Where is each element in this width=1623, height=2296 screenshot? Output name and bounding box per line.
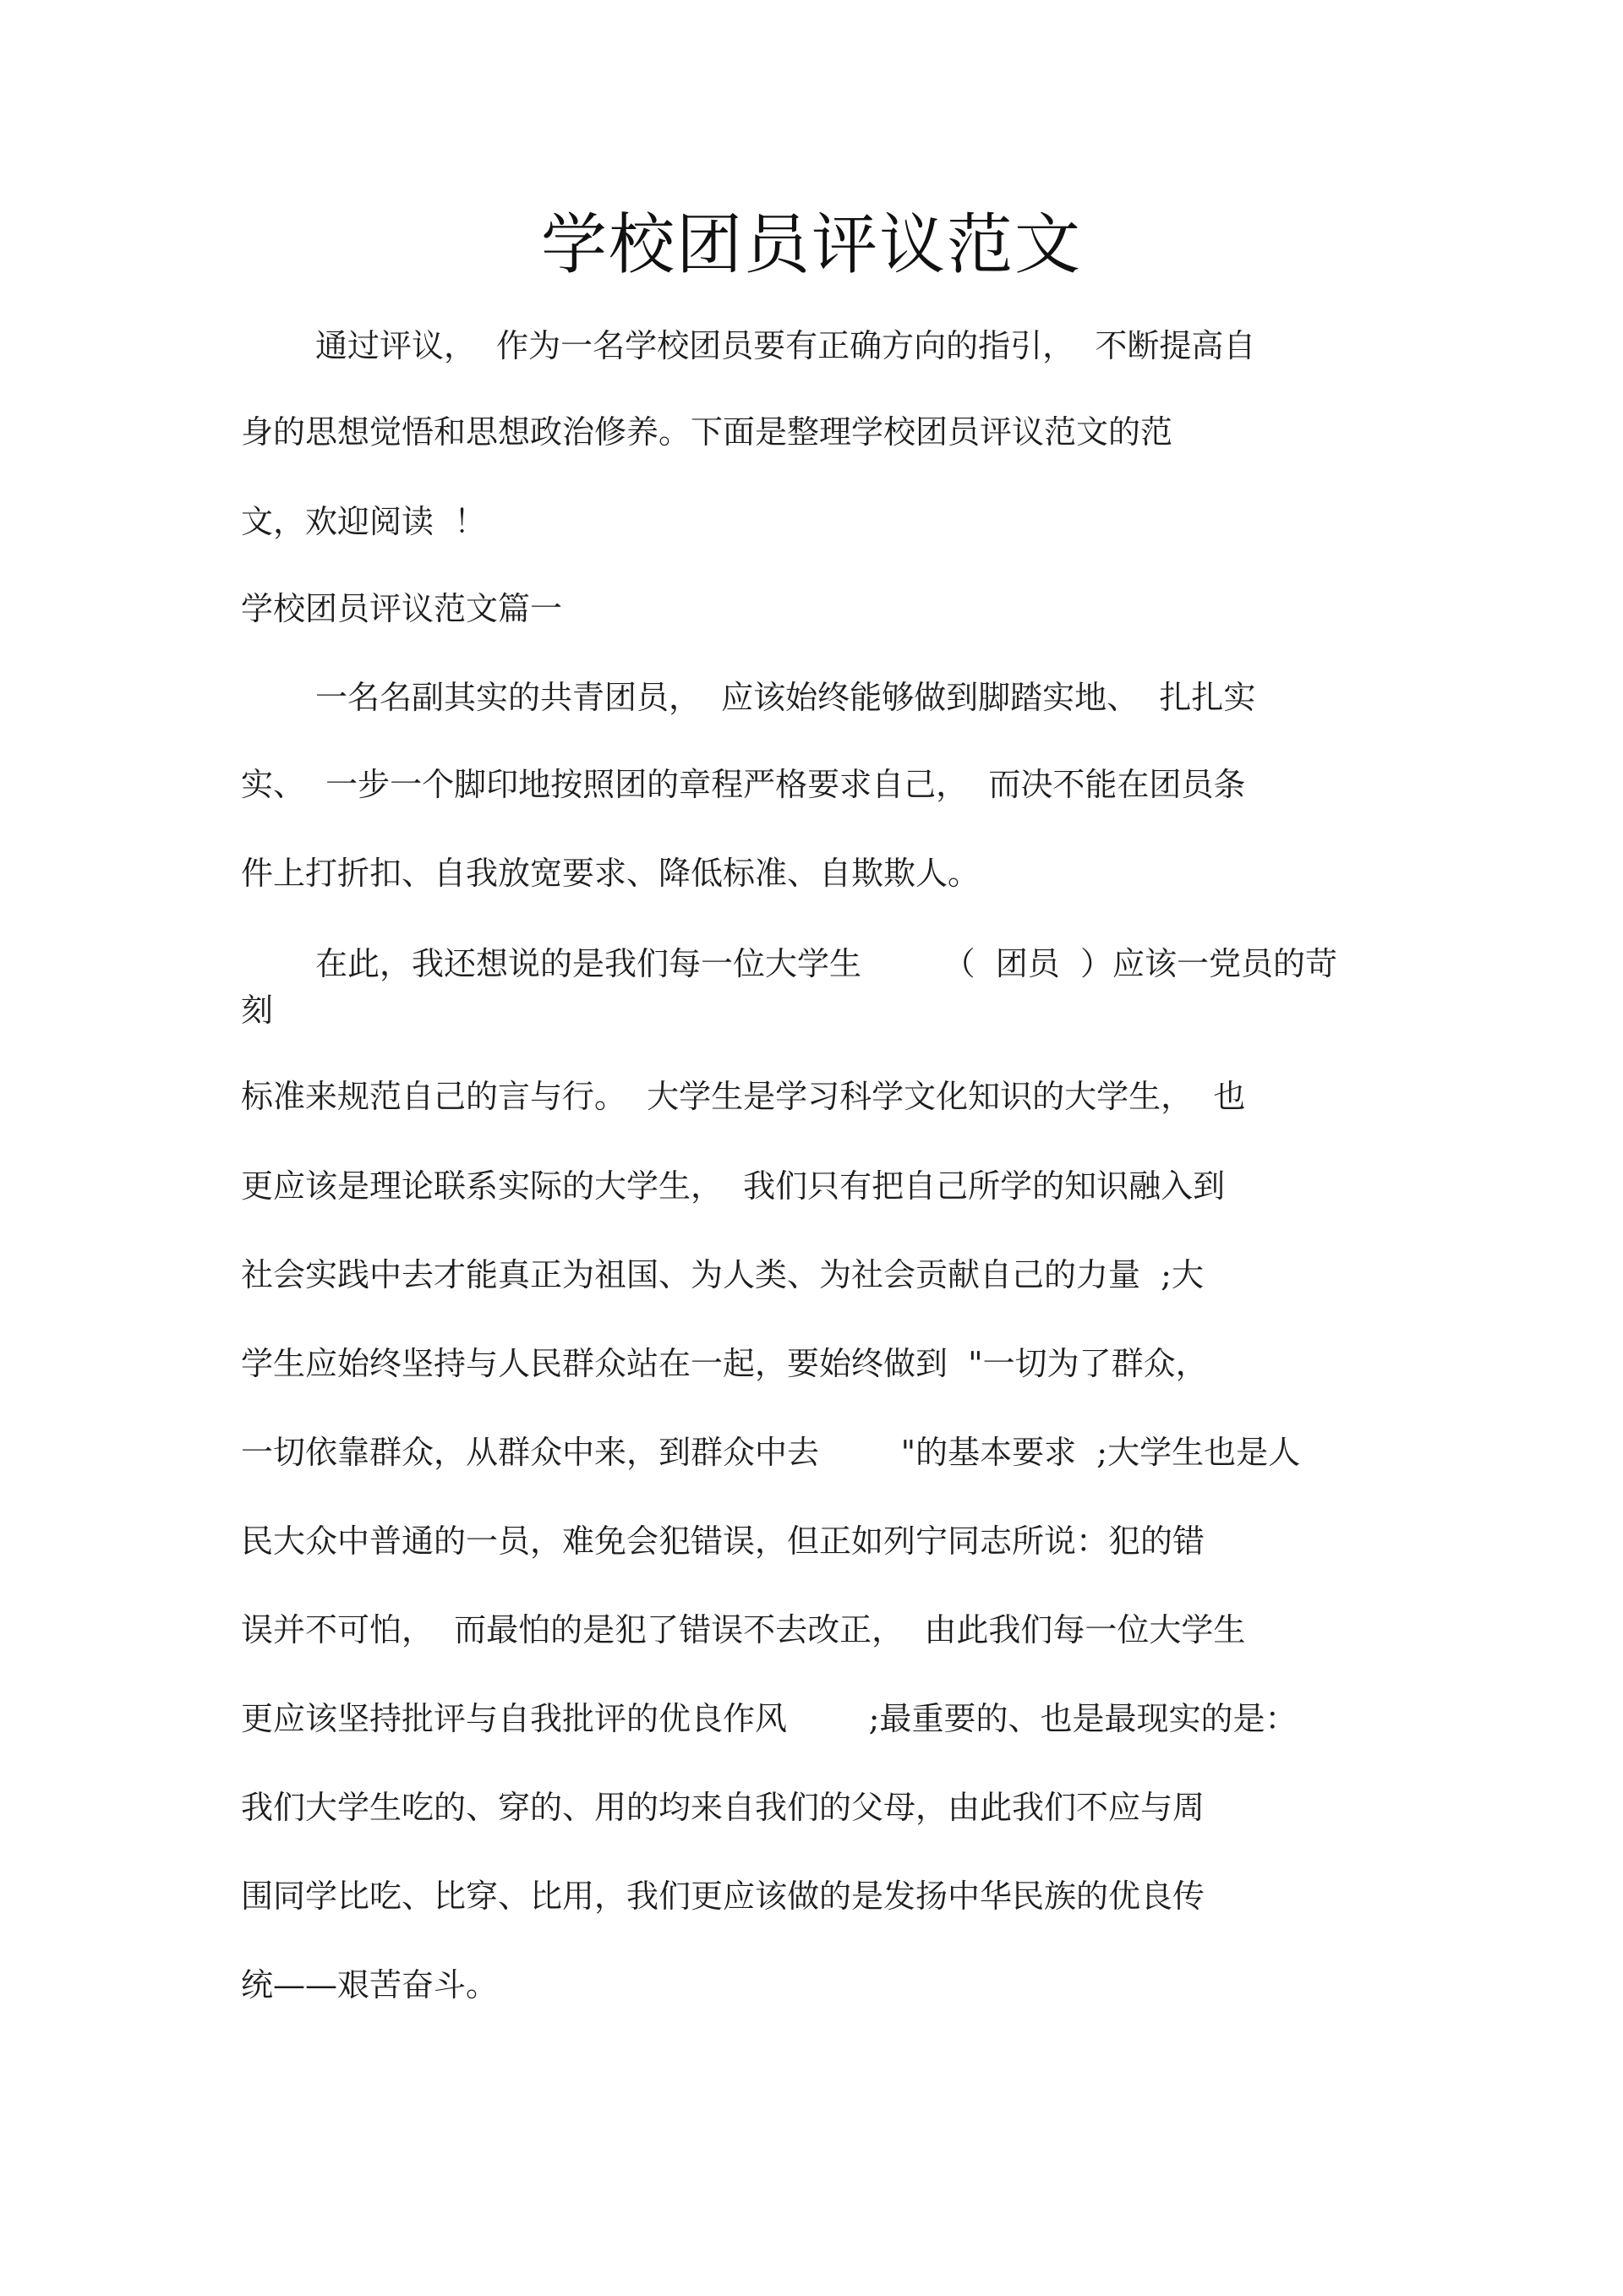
paragraph-line: 社会实践中去才能真正为祖国、为人类、为社会贡献自己的力量 ;大 xyxy=(241,1256,1204,1293)
paragraph-line: 更应该是理论联系实际的大学生， 我们只有把自己所学的知识融入到 xyxy=(241,1167,1226,1205)
paragraph-line: 更应该坚持批评与自我批评的优良作风 ;最重要的、也是最现实的是： xyxy=(241,1700,1298,1737)
paragraph-line: 统——艰苦奋斗。 xyxy=(241,1966,499,2004)
paragraph-line: 件上打折扣、自我放宽要求、降低标准、自欺欺人。 xyxy=(241,855,981,892)
paragraph-line: 一名名副其实的共青团员， 应该始终能够做到脚踏实地、 扎扎实 xyxy=(315,679,1256,716)
paragraph-line: 民大众中普通的一员，难免会犯错误，但正如列宁同志所说：犯的错 xyxy=(241,1522,1205,1560)
paragraph-line: 文，欢迎阅读 ！ xyxy=(241,503,487,540)
paragraph-line: 我们大学生吃的、穿的、用的均来自我们的父母，由此我们不应与周 xyxy=(241,1789,1205,1826)
paragraph-line: 通过评议， 作为一名学校团员要有正确方向的指引， 不断提高自 xyxy=(315,327,1256,364)
paragraph-line: 围同学比吃、比穿、比用，我们更应该做的是发扬中华民族的优良传 xyxy=(241,1878,1205,1915)
paragraph-line: 误并不可怕， 而最怕的是犯了错误不去改正， 由此我们每一位大学生 xyxy=(241,1611,1246,1648)
paragraph-line: 刻 xyxy=(241,992,274,1029)
paragraph-line: 标准来规范自己的言与行。 大学生是学习科学文化知识的大学生， 也 xyxy=(241,1078,1246,1115)
paragraph-line: 在此，我还想说的是我们每一位大学生 （ 团员 ）应该一党员的苛 xyxy=(315,945,1337,982)
section-heading: 学校团员评议范文篇一 xyxy=(241,590,563,627)
paragraph-line: 身的思想觉悟和思想政治修养。下面是整理学校团员评议范文的范 xyxy=(241,413,1173,451)
paragraph-line: 一切依靠群众，从群众中来，到群众中去 "的基本要求 ;大学生也是人 xyxy=(241,1434,1301,1471)
paragraph-line: 实、 一步一个脚印地按照团的章程严格要求自己， 而决不能在团员条 xyxy=(241,766,1246,803)
document-title: 学校团员评议范文 xyxy=(540,207,1082,283)
paragraph-line: 学生应始终坚持与人民群众站在一起，要始终做到 "一切为了群众， xyxy=(241,1345,1208,1382)
